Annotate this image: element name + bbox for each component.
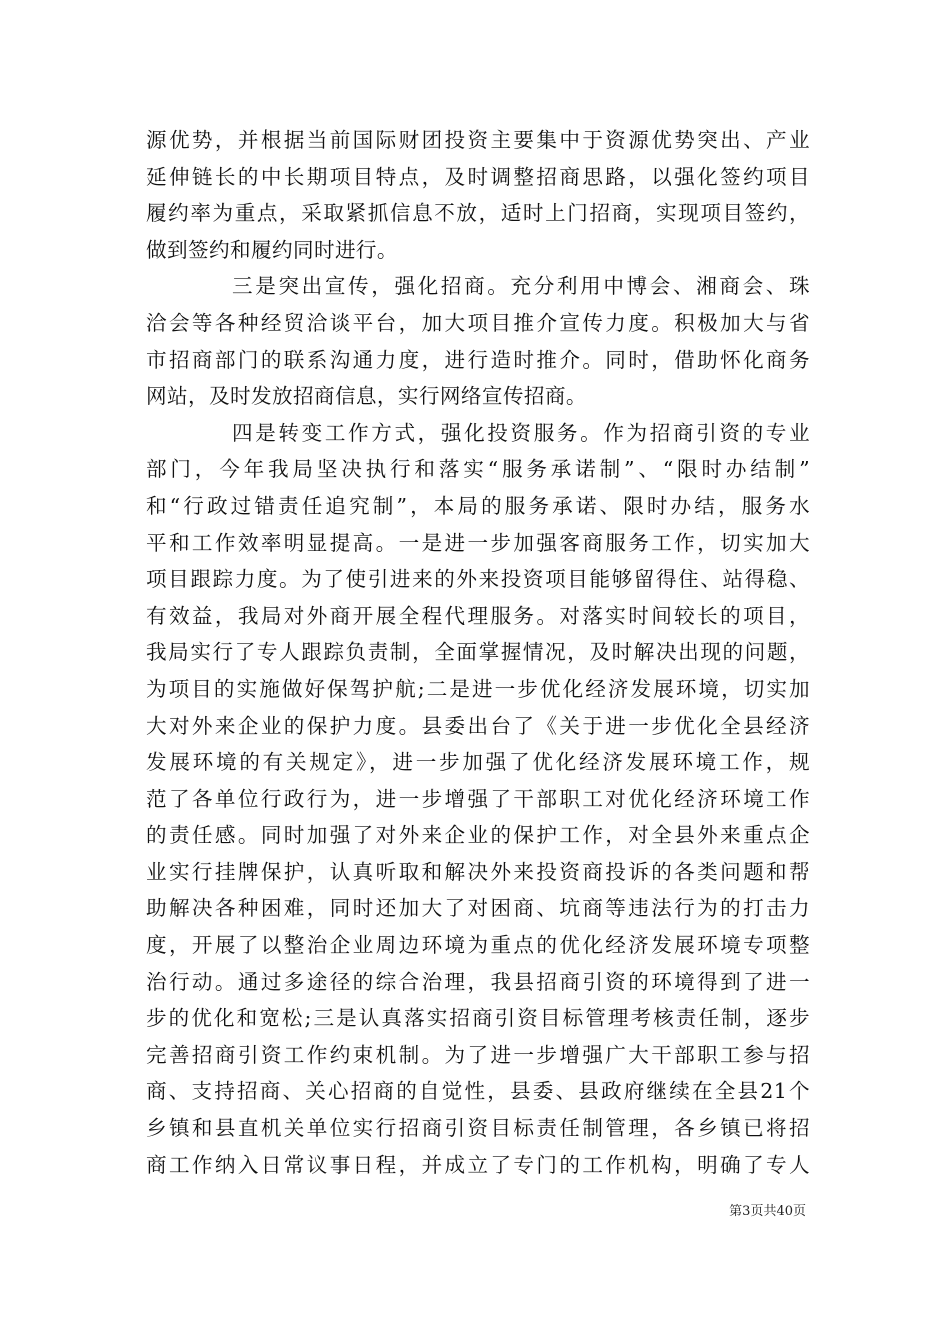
text-line: 商工作纳入日常议事日程，并成立了专门的工作机构，明确了专人 [146,1152,810,1177]
text-line: 助解决各种困难，同时还加大了对困商、坑商等违法行为的打击力 [146,896,810,921]
text-line: 做到签约和履约同时进行。 [146,237,398,262]
text-line: 完善招商引资工作约束机制。为了进一步增强广大干部职工参与招 [146,1042,810,1067]
text-line: 和“行政过错责任追究制”，本局的服务承诺、限时办结，服务水 [146,493,810,518]
text-line: 商、支持招商、关心招商的自觉性，县委、县政府继续在全县21个 [146,1079,810,1104]
text-line: 源优势，并根据当前国际财团投资主要集中于资源优势突出、产业 [146,128,810,152]
text-line: 履约率为重点，采取紧抓信息不放，适时上门招商，实现项目签约， [146,201,810,226]
page-number: 第3页共40页 [729,1204,806,1219]
text-line: 乡镇和县直机关单位实行招商引资目标责任制管理，各乡镇已将招 [146,1116,810,1141]
text-line: 部门，今年我局坚决执行和落实“服务承诺制”、“限时办结制” [146,457,810,482]
text-line: 有效益，我局对外商开展全程代理服务。对落实时间较长的项目， [146,603,810,628]
text-line: 延伸链长的中长期项目特点，及时调整招商思路，以强化签约项目 [146,164,810,189]
text-line: 发展环境的有关规定》，进一步加强了优化经济发展环境工作，规 [146,750,810,775]
text-line: 市招商部门的联系沟通力度，进行造时推介。同时，借助怀化商务 [146,347,810,372]
text-line: 洽会等各种经贸洽谈平台，加大项目推介宣传力度。积极加大与省 [146,310,810,335]
text-line: 范了各单位行政行为，进一步增强了干部职工对优化经济环境工作 [146,786,810,811]
text-line: 的责任感。同时加强了对外来企业的保护工作，对全县外来重点企 [146,823,810,848]
paragraph-start-line: 四是转变工作方式，强化投资服务。作为招商引资的专业 [232,420,810,445]
text-line: 业实行挂牌保护，认真听取和解决外来投资商投诉的各类问题和帮 [146,859,810,884]
paragraph-start-line: 三是突出宣传，强化招商。充分利用中博会、湘商会、珠 [232,274,810,299]
text-line: 平和工作效率明显提高。一是进一步加强客商服务工作，切实加大 [146,530,810,555]
text-line: 治行动。通过多途径的综合治理，我县招商引资的环境得到了进一 [146,969,810,994]
text-line: 步的优化和宽松;三是认真落实招商引资目标管理考核责任制，逐步 [146,1006,810,1031]
text-line: 度，开展了以整治企业周边环境为重点的优化经济发展环境专项整 [146,933,810,958]
text-line: 项目跟踪力度。为了使引进来的外来投资项目能够留得住、站得稳、 [146,567,810,592]
text-line: 网站，及时发放招商信息，实行网络宣传招商。 [146,384,587,409]
text-line: 为项目的实施做好保驾护航;二是进一步优化经济发展环境，切实加 [146,676,810,701]
text-line: 我局实行了专人跟踪负责制，全面掌握情况，及时解决出现的问题， [146,640,810,665]
text-line: 大对外来企业的保护力度。县委出台了《关于进一步优化全县经济 [146,713,810,738]
body-text [146,122,810,1183]
